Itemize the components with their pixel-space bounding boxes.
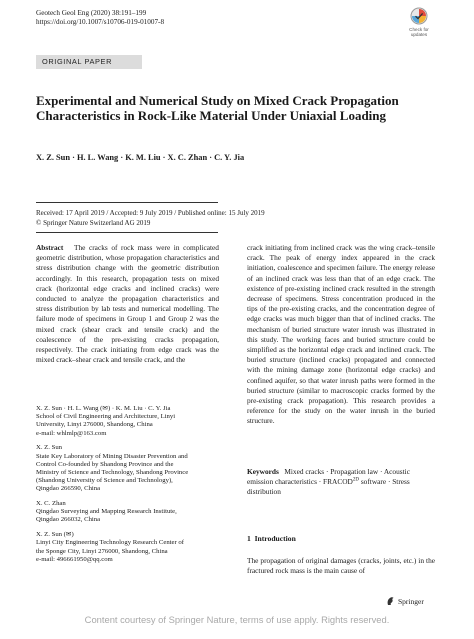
affiliation-line: Qingdao Surveying and Mapping Research Institute, <box>36 508 177 516</box>
abstract-text-left: The cracks of rock mass were in complicated geometric distribution, whose propagation characteristics and stress distribution change with the geometric distribution accordingly. In this research, propagation tests on mixed crack (horizontal edge cracks and inclined cracks) were conducted to analyze the propagation characteristics and stress distribution by lab tests and numerical modelling. The failure mode of specimens in Group 1 and Group 2 was the mixed crack (shear crack and tensile crack) and the coalescence of the pre-existing cracks propagation, respectively. The crack initiating from edge crack was the mixed crack–shear crack and tensile crack, and the <box>36 243 219 365</box>
keywords-superscript: 2D <box>352 477 359 483</box>
article-title: Experimental and Numerical Study on Mixed Crack Propagation Characteristics in Rock-Like Material Under Uniaxial Loading <box>36 93 399 123</box>
abstract-text-right: crack initiating from inclined crack was the wing crack–tensile crack. The peak of energy index appeared in the crack initiation, coalescence and specimen failure. The energy release of an inclined crack was less than that of an edge crack. The existence of pre-existing inclined crack resulted in the strength decrease of specimens. Stress concentration produced in the tips of the pre-existing cracks, and the concentration degree of edge cracks was much bigger than that of inclined cracks. The mechanism of buried structure water inrush was illustrated in this study. The working faces and buried structure could be simplified as the horizontal edge crack and inclined crack. The buried structure (inclined cracks) propagated and connected with the mining damage zone (horizontal edge cracks) and confined aquifer, so that water inrush paths were formed in the buried structure (similar to macroscopic cracks formed by the pre-existing crack propagation). This research provides a reference for the study on the water inrush in the buried structure. <box>247 243 435 426</box>
affiliation-line: School of Civil Engineering and Architecture, Linyi <box>36 413 176 421</box>
keywords-text: Mixed cracks · Propagation law · Acoustic emission characteristics · FRACOD <box>247 467 410 486</box>
doi-link[interactable]: https://doi.org/10.1007/s10706-019-01007-8 <box>36 18 165 26</box>
divider-bottom <box>36 232 218 233</box>
affiliation-line: X. Z. Sun (✉) <box>36 531 74 539</box>
affiliation-block <box>36 531 226 564</box>
publication-dates <box>36 209 265 228</box>
journal-reference <box>36 9 336 27</box>
crossmark-label-1: Check for <box>409 27 429 32</box>
article-type-badge: ORIGINAL PAPER <box>36 55 142 69</box>
section-title: Introduction <box>254 534 296 543</box>
section-number: 1 <box>247 534 251 543</box>
copyright-footer: Content courtesy of Springer Nature, terms of use apply. Rights reserved. <box>84 614 390 625</box>
author-list: X. Z. Sun · H. L. Wang · K. M. Liu · X. C. Zhan · C. Y. Jia <box>36 153 245 162</box>
divider-top <box>36 202 218 203</box>
publication-history: Received: 17 April 2019 / Accepted: 9 July 2019 / Published online: 15 July 2019 <box>36 209 265 217</box>
affiliations <box>36 405 226 570</box>
affiliation-line: Ministry of Science and Technology, Shandong Province <box>36 468 189 476</box>
introduction-text: The propagation of original damages (cracks, joints, etc.) in the fractured rock mass is the main cause of <box>247 556 435 576</box>
keywords <box>247 467 435 497</box>
crossmark-label-2: updates <box>410 32 428 37</box>
affiliation-block <box>36 405 226 438</box>
publisher-name: Springer <box>398 596 424 606</box>
abstract-heading: Abstract <box>36 243 64 252</box>
affiliation-block <box>36 500 226 525</box>
affiliation-line: Qingdao 266032, China <box>36 516 101 524</box>
affiliation-line: University, Linyi 276000, Shandong, China <box>36 421 153 429</box>
keywords-heading: Keywords <box>247 467 279 476</box>
affiliation-line: State Key Laboratory of Mining Disaster Prevention and <box>36 452 188 460</box>
abstract-right-column <box>247 243 435 427</box>
section-heading <box>247 534 296 543</box>
affiliation-line: Linyi City Engineering Technology Research Center of <box>36 539 184 547</box>
springer-horse-icon <box>386 596 395 606</box>
affiliation-email[interactable]: e-mail: whlmlp@163.com <box>36 429 107 437</box>
affiliation-line: X. Z. Sun <box>36 444 63 452</box>
abstract-left-column <box>36 243 219 365</box>
affiliation-line: Qingdao 266590, China <box>36 485 101 493</box>
crossmark-icon <box>410 7 428 27</box>
copyright-notice: © Springer Nature Switzerland AG 2019 <box>36 218 151 227</box>
affiliation-line: (Shandong University of Science and Technology), <box>36 477 173 485</box>
affiliation-line: Control Co-founded by Shandong Province and the <box>36 460 174 468</box>
journal-citation: Geotech Geol Eng (2020) 38:191–199 <box>36 9 147 17</box>
affiliation-block <box>36 444 226 493</box>
affiliation-line: X. Z. Sun · H. L. Wang (✉) · K. M. Liu · C. Y. Jia <box>36 405 171 412</box>
check-for-updates-button[interactable] <box>404 7 434 43</box>
affiliation-email[interactable]: e-mail: 496661950@qq.com <box>36 555 113 563</box>
affiliation-line: X. C. Zhan <box>36 500 66 508</box>
keywords-text-end: software · Stress distribution <box>247 477 410 496</box>
affiliation-line: the Sponge City, Linyi 276000, Shandong, China <box>36 547 168 555</box>
publisher-logo <box>386 596 424 606</box>
